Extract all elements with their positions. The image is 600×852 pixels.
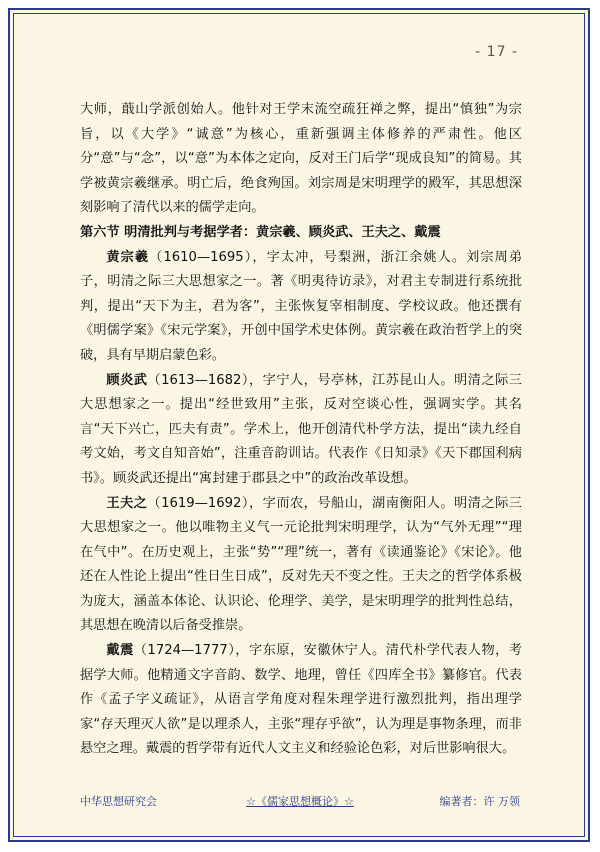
scholar-text: （1724—1777），字东原，安徽休宁人。清代朴学代表人物，考据学大师。他精通文字音韵、数学、地理，曾任《四库全书》纂修官。代表作《孟子字义疏证》，从语言学角度对程朱理学进行激烈批判，指出理学家“存天理灭人欲”是以理杀人，主张“理存乎欲”，认为理是事物条理，而非悬空之理。戴震的哲学带有近代人文主义和经验论色彩，对后世影响很大。 xyxy=(80,643,522,757)
footer-book-title-text: ☆《儒家思想概论》☆ xyxy=(246,795,354,808)
scholar-paragraph-gu xyxy=(80,369,522,492)
scholar-paragraph-wang xyxy=(80,492,522,640)
scholar-name: 王夫之 xyxy=(106,495,148,511)
scholar-name: 黄宗羲 xyxy=(106,249,150,265)
footer-author: 编著者：许 万领 xyxy=(439,795,520,808)
scholar-name: 顾炎武 xyxy=(106,372,148,388)
footer-organization: 中华思想研究会 xyxy=(80,795,157,808)
intro-paragraph: 大师，蕺山学派创始人。他针对王学末流空疏狂禅之弊，提出“慎独”为宗旨，以《大学》“诚意”为核心，重新强调主体修养的严肃性。他区分“意”与“念”，以“意”为本体之定向，反对王门后学“现成良知”的简易。其学被黄宗羲继承。明亡后，绝食殉国。刘宗周是宋明理学的殿军，其思想深刻影响了清代以来的儒学走向。 xyxy=(80,102,522,216)
scholar-text: （1610—1695），字太冲，号梨洲，浙江余姚人。刘宗周弟子，明清之际三大思想家之一。著《明夷待访录》，对君主专制进行系统批判，提出“天下为主，君为客”，主张恢复宰相制度、学校议政。他还撰有《明儒学案》《宋元学案》，开创中国学术史体例。黄宗羲在政治哲学上的突破，具有早期启蒙色彩。 xyxy=(80,249,523,363)
scholar-paragraph-dai xyxy=(80,639,522,762)
page-number: - 17 - xyxy=(475,44,518,60)
scholar-paragraph-huang xyxy=(80,246,522,369)
main-content xyxy=(80,98,522,762)
scholar-name: 戴震 xyxy=(106,643,134,659)
section-title: 第六节 明清批判与考据学者：黄宗羲、顾炎武、王夫之、戴震 xyxy=(80,224,441,240)
scholar-text: （1613—1682），字宁人，号亭林，江苏昆山人。明清之际三大思想家之一。提出“经世致用”主张，反对空谈心性，强调实学。其名言“天下兴亡，匹夫有责”。学术上，他开创清代朴学方法，提出“读九经自考文始，考文自知音始”，注重音韵训诂。代表作《日知录》《天下郡国利病书》。顾炎武还提出“寓封建于郡县之中”的政治改革设想。 xyxy=(80,372,522,486)
scholar-text: （1619—1692），字而农，号船山，湖南衡阳人。明清之际三大思想家之一。他以唯物主义气一元论批判宋明理学，认为“气外无理”“理在气中”。在历史观上，主张“势”“理”统一，著有《读通鉴论》《宋论》。他还在人性论上提出“性日生日成”，反对先天不变之性。王夫之的哲学体系极为庞大，涵盖本体论、认识论、伦理学、美学，是宋明理学的批判性总结，其思想在晚清以后备受推崇。 xyxy=(80,495,522,634)
